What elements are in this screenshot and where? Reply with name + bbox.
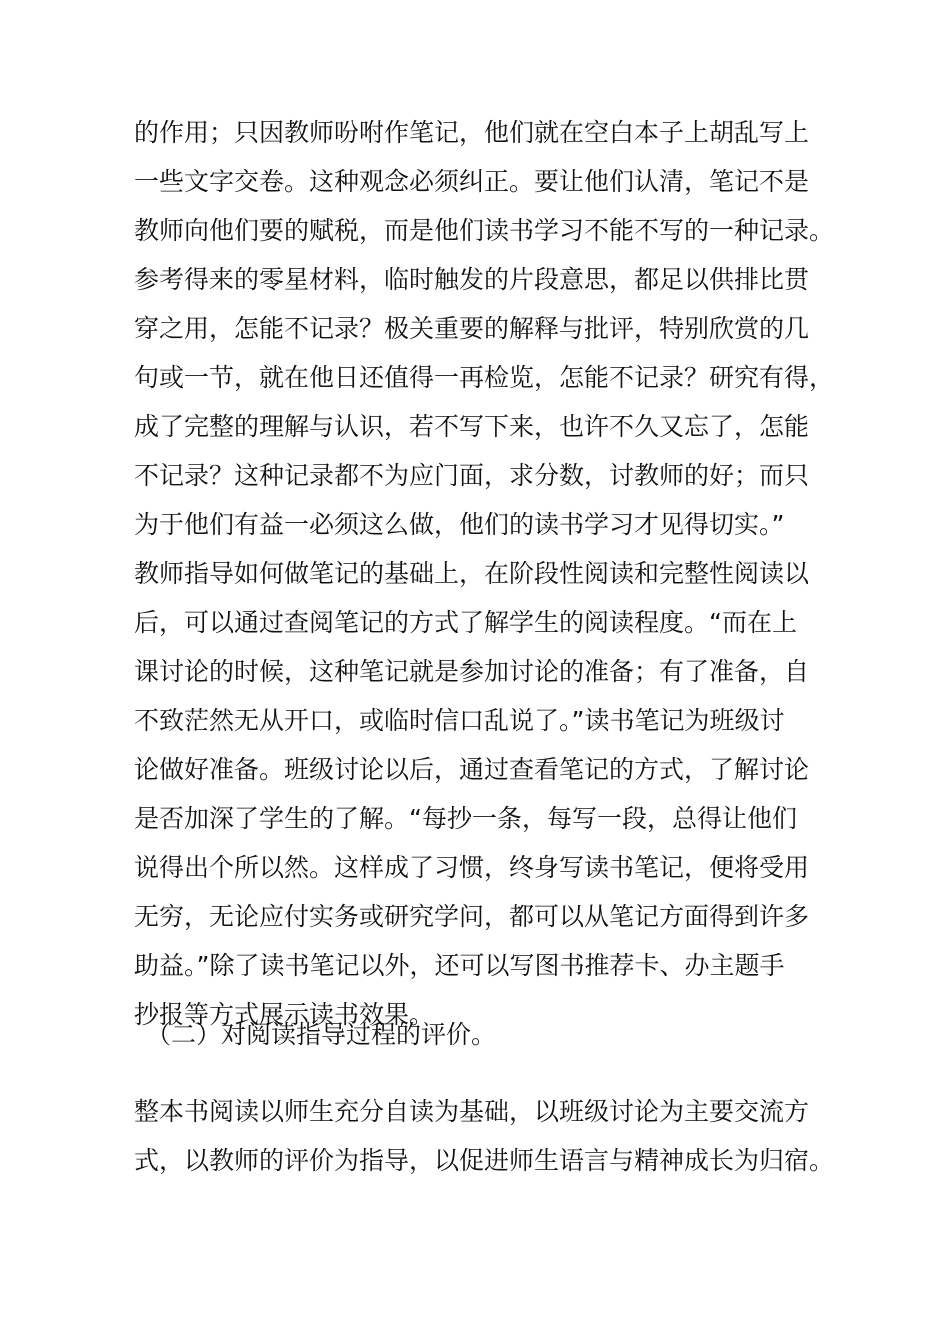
text-line: 参考得来的零星材料，临时触发的片段意思，都足以供排比贯 bbox=[134, 265, 810, 294]
text-line: 教师指导如何做笔记的基础上，在阶段性阅读和完整性阅读以 bbox=[134, 559, 810, 588]
closing-paragraph bbox=[134, 1087, 834, 1185]
text-line: 整本书阅读以师生充分自读为基础，以班级讨论为主要交流方 bbox=[134, 1097, 810, 1126]
text-line: 一些文字交卷。这种观念必须纠正。要让他们认清，笔记不是 bbox=[134, 167, 810, 196]
text-line: 是否加深了学生的了解。“每抄一条，每写一段，总得让他们 bbox=[134, 804, 797, 833]
text-line: 助益。”除了读书笔记以外，还可以写图书推荐卡、办主题手 bbox=[134, 951, 785, 980]
text-line: 穿之用，怎能不记录？极关重要的解释与批评，特别欣赏的几 bbox=[134, 314, 810, 343]
text-line: 后，可以通过查阅笔记的方式了解学生的阅读程度。“而在上 bbox=[134, 608, 797, 637]
text-line: 课讨论的时候，这种笔记就是参加讨论的准备；有了准备，自 bbox=[134, 657, 810, 686]
text-line: 抄报等方式展示读书效果。 bbox=[134, 1000, 435, 1029]
text-line: 教师向他们要的赋税，而是他们读书学习不能不写的一种记录。 bbox=[134, 216, 835, 245]
text-line: 成了完整的理解与认识，若不写下来，也许不久又忘了，怎能 bbox=[134, 412, 810, 441]
text-line: 无穷，无论应付实务或研究学问，都可以从笔记方面得到许多 bbox=[134, 902, 810, 931]
text-line: 的作用；只因教师吩咐作笔记，他们就在空白本子上胡乱写上 bbox=[134, 118, 810, 147]
text-line: 论做好准备。班级讨论以后，通过查看笔记的方式，了解讨论 bbox=[134, 755, 810, 784]
text-line: 句或一节，就在他日还值得一再检览，怎能不记录？研究有得， bbox=[134, 363, 835, 392]
section-heading-block bbox=[134, 1010, 834, 1059]
text-line: 说得出个所以然。这样成了习惯，终身写读书笔记，便将受用 bbox=[134, 853, 810, 882]
text-line: 不致茫然无从开口，或临时信口乱说了。”读书笔记为班级讨 bbox=[134, 706, 785, 735]
text-line: 不记录？这种记录都不为应门面，求分数，讨教师的好；而只 bbox=[134, 461, 810, 490]
body-paragraph bbox=[134, 108, 834, 1039]
section-heading: （二）对阅读指导过程的评价。 bbox=[146, 1020, 497, 1049]
text-line: 式，以教师的评价为指导，以促进师生语言与精神成长为归宿。 bbox=[134, 1146, 835, 1175]
text-line: 为于他们有益一必须这么做，他们的读书学习才见得切实。” bbox=[134, 510, 785, 539]
